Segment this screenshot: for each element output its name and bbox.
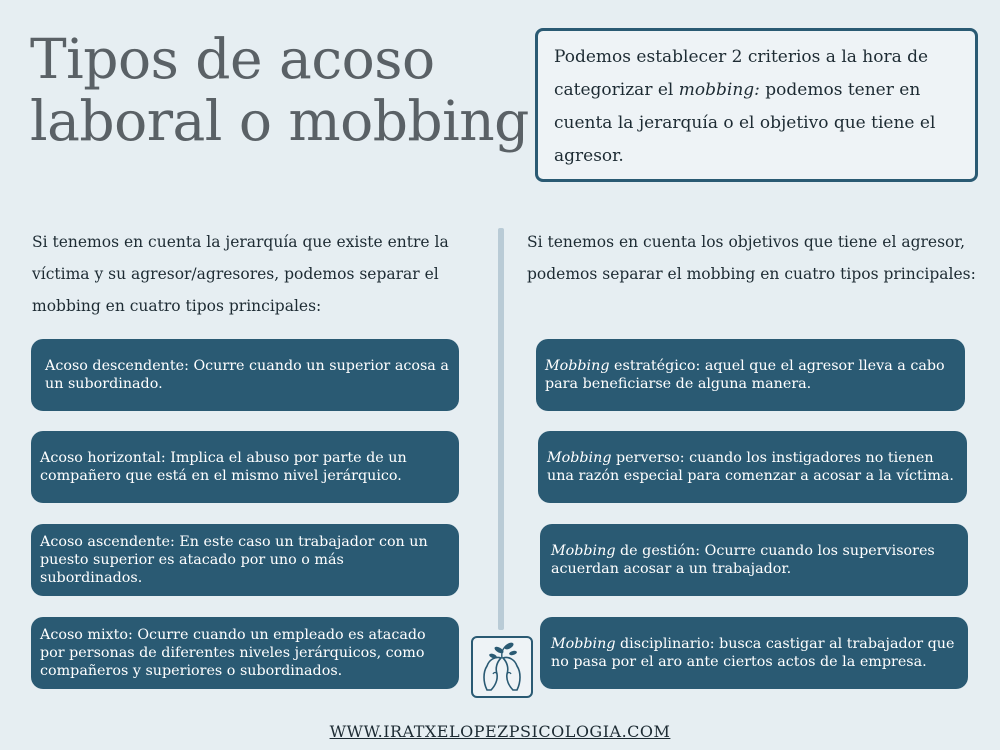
left-column-intro: Si tenemos en cuenta la jerarquía que existe entre la víctima y su agresor/agresores, podemos separar el mobbing en cuatro tipos principales: — [32, 233, 449, 315]
card-text: perverso: cuando los instigadores no tienen una razón especial para comenzar a acosar a la víctima. — [547, 450, 954, 484]
card-text: de gestión: Ocurre cuando los supervisores acuerdan acosar a un trabajador. — [551, 543, 935, 577]
card-text: Acoso descendente: Ocurre cuando un superior acosa a un subordinado. — [45, 358, 449, 392]
card-text: Acoso horizontal: Implica el abuso por parte de un compañero que está en el mismo nivel jerárquico. — [40, 450, 407, 484]
card-text: disciplinario: busca castigar al trabajador que no pasa por el aro ante ciertos actos de la empresa. — [551, 636, 955, 670]
card-acoso-descendente — [31, 339, 459, 411]
logo-graphic-icon — [473, 638, 531, 696]
right-column-intro: Si tenemos en cuenta los objetivos que tiene el agresor, podemos separar el mobbing en cuatro tipos principales: — [527, 233, 976, 283]
intro-text-before: Podemos establecer 2 criterios a la hora de categorizar el — [554, 47, 929, 100]
intro-text-emph: mobbing: — [678, 80, 760, 100]
intro-box — [535, 28, 978, 182]
card-emph: Mobbing — [551, 636, 616, 652]
card-emph: Mobbing — [547, 450, 612, 466]
page-title — [30, 28, 530, 152]
intro-text-after: podemos tener en cuenta la jerarquía o el objetivo que tiene el agresor. — [554, 80, 936, 166]
card-text: Acoso ascendente: En este caso un trabajador con un puesto superior es atacado por uno o más subordinados. — [40, 534, 428, 586]
website-url: WWW.IRATXELOPEZPSICOLOGIA.COM — [329, 722, 671, 741]
card-emph: Mobbing — [551, 543, 616, 559]
card-mobbing-perverso — [538, 431, 967, 503]
card-mobbing-de-gestion — [540, 524, 968, 596]
card-text: estratégico: aquel que el agresor lleva a cabo para beneficiarse de alguna manera. — [545, 358, 945, 392]
two-faces-logo-icon — [471, 636, 533, 698]
card-acoso-horizontal — [31, 431, 459, 503]
card-mobbing-disciplinario — [540, 617, 968, 689]
column-divider — [498, 228, 504, 630]
card-text: Acoso mixto: Ocurre cuando un empleado es atacado por personas de diferentes niveles jerárquicos, como compañeros y superiores o subordinados. — [40, 627, 426, 679]
card-mobbing-estrategico — [536, 339, 965, 411]
card-emph: Mobbing — [545, 358, 610, 374]
card-acoso-mixto — [31, 617, 459, 689]
title-line-2: laboral o mobbing — [30, 89, 529, 153]
card-acoso-ascendente — [31, 524, 459, 596]
title-line-1: Tipos de acoso — [30, 27, 435, 91]
